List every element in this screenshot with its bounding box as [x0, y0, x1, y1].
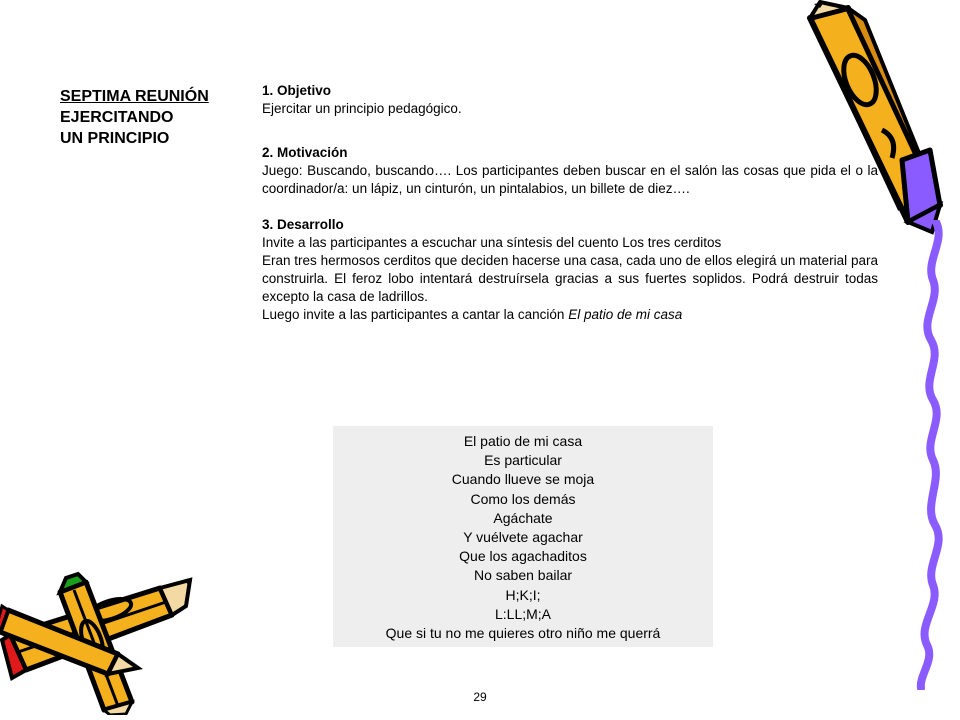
song-line: Como los demás [470, 490, 576, 507]
song-line: Que si tu no me quieres otro niño me querrá [385, 625, 661, 642]
section-text-desarrollo-2: Eran tres hermosos cerditos que deciden hacerse una casa, cada uno de ellos elegirá un material para construirla. El feroz lobo intentará destruírsela gracias a sus fuertes soplidos. Podrá destruir todas excepto la casa de ladrillos. [262, 253, 878, 304]
song-invite-text: Luego invite a las participantes a cantar la canción [262, 307, 569, 322]
song-line: No saben bailar [473, 567, 573, 584]
meeting-title [60, 86, 250, 149]
meeting-content [262, 82, 878, 324]
section-text-motivacion: Juego: Buscando, buscando…. Los participantes deben buscar en el salón las cosas que pida el o la coordinador/a: un lápiz, un cinturón, un pintalabios, un billete de diez…. [262, 163, 878, 196]
song-line: Agáchate [493, 509, 553, 526]
section-text-objetivo: Ejercitar un principio pedagógico. [262, 101, 462, 116]
title-line-1: SEPTIMA REUNIÓN [60, 88, 209, 105]
song-line: El patio de mi casa [463, 433, 583, 449]
squiggle-line-icon [905, 220, 955, 690]
song-line: L:LL;M;A [494, 605, 552, 622]
song-line: Cuando llueve se moja [451, 471, 595, 488]
section-heading-objetivo: 1. Objetivo [262, 83, 332, 98]
song-line: H;K;I; [505, 586, 541, 603]
title-line-3: UN PRINCIPIO [60, 130, 170, 147]
pencil-clipart-icon [790, 0, 950, 240]
section-text-desarrollo-3 [262, 306, 878, 324]
section-heading-motivacion: 2. Motivación [262, 145, 348, 160]
title-line-2: EJERCITANDO [60, 109, 174, 126]
song-line: Y vuélvete agachar [463, 529, 583, 546]
song-line: Es particular [484, 452, 562, 469]
song-line: Que los agachaditos [459, 548, 587, 565]
song-lyrics-box [333, 426, 713, 647]
section-text-desarrollo-1: Invite a las participantes a escuchar una síntesis del cuento Los tres cerditos [262, 235, 722, 250]
page-number: 29 [473, 690, 487, 704]
song-title-reference: El patio de mi casa [568, 307, 683, 322]
crossed-pencils-clipart-icon [0, 570, 200, 715]
section-heading-desarrollo: 3. Desarrollo [262, 217, 344, 232]
